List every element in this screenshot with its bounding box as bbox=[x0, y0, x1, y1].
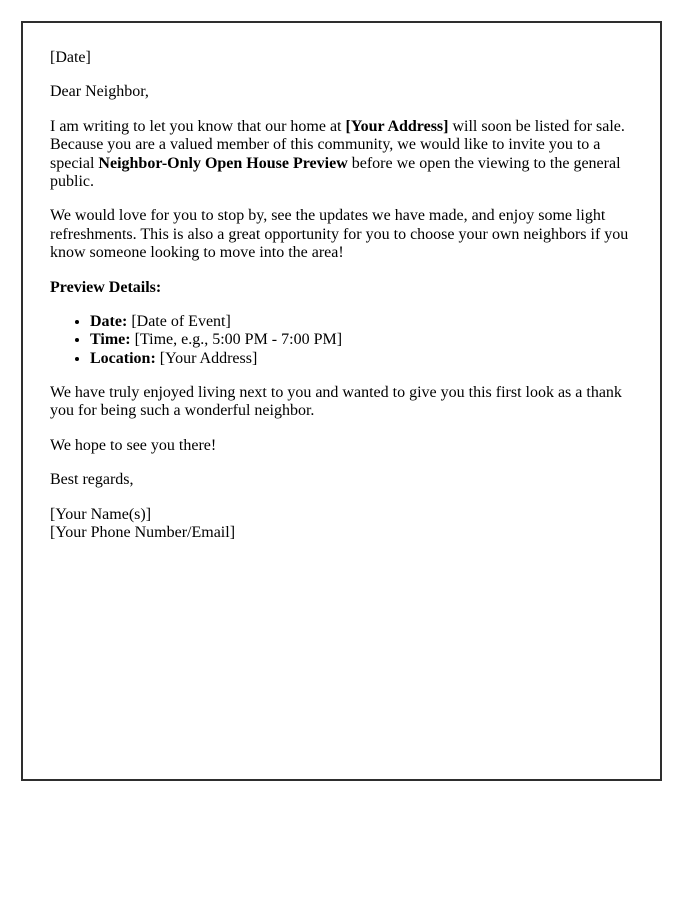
intro-text-2: will soon be listed for sale. Because you are a valued member of this community, we would like to invite you to a special bbox=[50, 117, 625, 172]
detail-value-date: [Date of Event] bbox=[127, 312, 231, 330]
list-item bbox=[90, 331, 633, 349]
detail-value-time: [Time, e.g., 5:00 PM - 7:00 PM] bbox=[130, 331, 343, 349]
letter-salutation: Dear Neighbor, bbox=[50, 83, 149, 101]
details-list bbox=[50, 313, 633, 368]
signature-contact: [Your Phone Number/Email] bbox=[50, 524, 236, 542]
intro-text-1: I am writing to let you know that our home at bbox=[50, 117, 346, 135]
intro-text-3: before we open the viewing to the general public. bbox=[50, 154, 621, 190]
address-placeholder: [Your Address] bbox=[345, 117, 449, 135]
letter-page bbox=[21, 21, 662, 781]
letter-paragraph-invite: We would love for you to stop by, see the updates we have made, and enjoy some light refreshments. This is also a great opportunity for you to choose your own neighbors if you know someone looking to move into the area! bbox=[50, 207, 629, 262]
list-item bbox=[90, 313, 633, 331]
letter-paragraph-intro bbox=[50, 118, 633, 192]
letter-paragraph-hope: We hope to see you there! bbox=[50, 436, 217, 454]
detail-label-time: Time: bbox=[90, 331, 131, 349]
letter-date: [Date] bbox=[50, 49, 91, 66]
detail-label-location: Location: bbox=[90, 349, 156, 367]
letter-paragraph-thanks: We have truly enjoyed living next to you and wanted to give you this first look as a thank you for being such a wonderful neighbor. bbox=[50, 384, 622, 420]
signature-name: [Your Name(s)] bbox=[50, 505, 152, 523]
details-heading: Preview Details: bbox=[50, 278, 162, 296]
detail-label-date: Date: bbox=[90, 312, 128, 330]
list-item bbox=[90, 350, 633, 368]
letter-closing: Best regards, bbox=[50, 471, 134, 489]
detail-value-location: [Your Address] bbox=[155, 349, 258, 367]
event-name: Neighbor-Only Open House Preview bbox=[98, 154, 348, 172]
